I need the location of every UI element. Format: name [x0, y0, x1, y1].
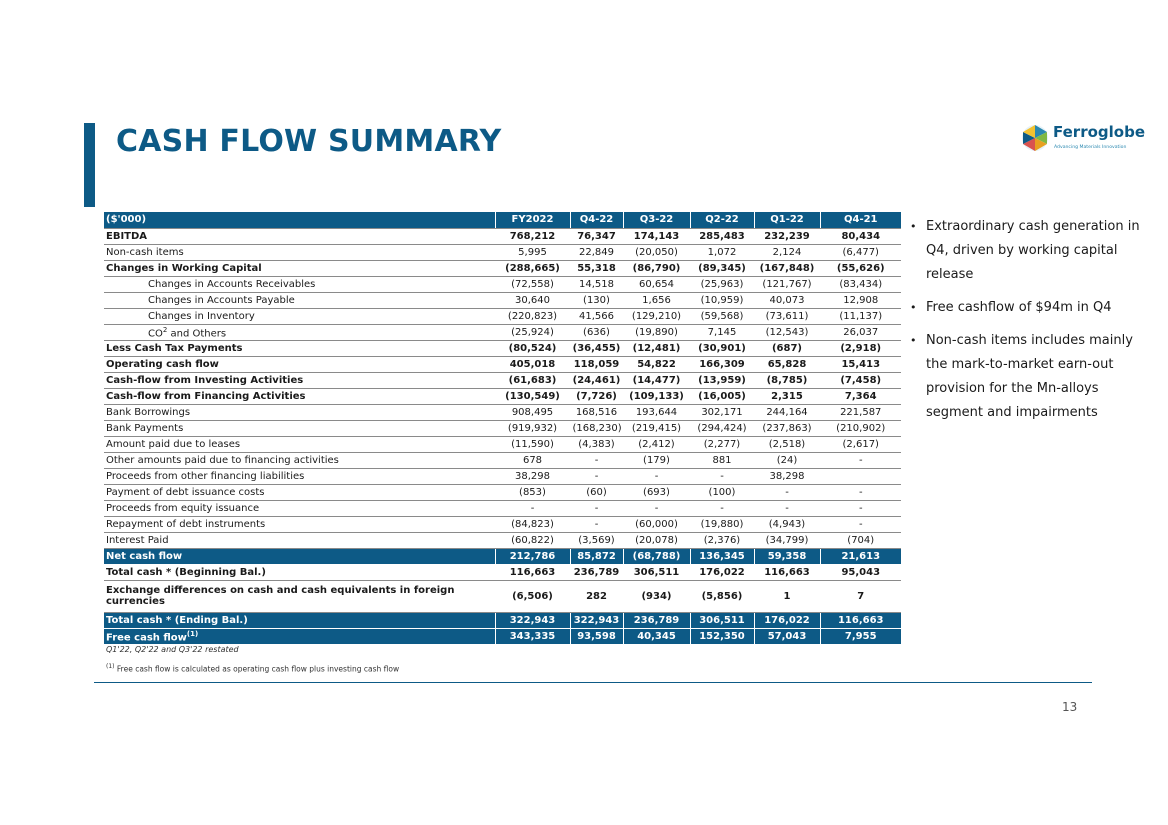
- table-cell: (20,078): [623, 532, 690, 548]
- row-label-text: Payment of debt issuance costs: [106, 486, 265, 498]
- row-label: [104, 548, 495, 564]
- table-cell: (10,959): [690, 292, 754, 308]
- table-cell: (14,477): [623, 372, 690, 388]
- table-cell: (59,568): [690, 308, 754, 324]
- table-cell: (853): [495, 484, 570, 500]
- table-cell: 405,018: [495, 356, 570, 372]
- row-label-superscript: (1): [186, 629, 199, 638]
- table-row: [104, 228, 901, 244]
- highlight-bullet: • Non-cash items includes mainly the mark-to-market earn-out provision for the Mn-alloys segment and impairments: [908, 329, 1148, 425]
- table-cell: 30,640: [495, 292, 570, 308]
- table-cell: 38,298: [495, 468, 570, 484]
- table-cell: 176,022: [690, 564, 754, 580]
- table-cell: 118,059: [570, 356, 623, 372]
- table-cell: -: [623, 500, 690, 516]
- table-cell: (100): [690, 484, 754, 500]
- table-cell: 1: [754, 580, 820, 612]
- table-cell: -: [820, 500, 901, 516]
- row-label-text: Bank Borrowings: [106, 406, 191, 418]
- table-row: [104, 324, 901, 340]
- table-cell: (8,785): [754, 372, 820, 388]
- table-cell: (86,790): [623, 260, 690, 276]
- row-label-text: Proceeds from equity issuance: [106, 502, 260, 514]
- row-label-text: Total cash * (Beginning Bal.): [106, 566, 266, 578]
- table-row: [104, 580, 901, 612]
- footnote-text: Free cash flow is calculated as operating cash flow plus investing cash flow: [116, 664, 400, 674]
- row-label-text: Amount paid due to leases: [106, 438, 241, 450]
- table-row: [104, 356, 901, 372]
- table-cell: -: [690, 500, 754, 516]
- row-label-text: Total cash * (Ending Bal.): [106, 614, 248, 626]
- table-cell: 136,345: [690, 548, 754, 564]
- table-cell: 55,318: [570, 260, 623, 276]
- row-label-text: Changes in Accounts Payable: [148, 294, 295, 306]
- row-label: [104, 228, 495, 244]
- ferroglobe-globe-icon: [1020, 123, 1050, 153]
- ferroglobe-logo: [1020, 120, 1146, 156]
- cash-flow-table: [104, 212, 901, 645]
- title-accent-bar: [84, 123, 95, 207]
- table-cell: 21,613: [820, 548, 901, 564]
- table-row: [104, 500, 901, 516]
- table-cell: 678: [495, 452, 570, 468]
- column-header-units: ($'000): [104, 212, 495, 228]
- table-row: [104, 388, 901, 404]
- table-cell: (129,210): [623, 308, 690, 324]
- table-cell: 14,518: [570, 276, 623, 292]
- row-label: [104, 276, 495, 292]
- row-label-text: Repayment of debt instruments: [106, 518, 266, 530]
- table-cell: 881: [690, 452, 754, 468]
- row-label-text: Other amounts paid due to financing activities: [106, 454, 339, 466]
- restated-note: Q1'22, Q2'22 and Q3'22 restated: [106, 645, 239, 654]
- table-cell: (12,481): [623, 340, 690, 356]
- table-cell: (24): [754, 452, 820, 468]
- table-cell: 152,350: [690, 628, 754, 644]
- row-label: [104, 628, 495, 644]
- table-cell: (934): [623, 580, 690, 612]
- table-cell: (20,050): [623, 244, 690, 260]
- key-highlights-list: [908, 215, 1148, 434]
- table-cell: 768,212: [495, 228, 570, 244]
- table-cell: (2,277): [690, 436, 754, 452]
- table-cell: (130,549): [495, 388, 570, 404]
- table-cell: -: [570, 500, 623, 516]
- table-cell: (130): [570, 292, 623, 308]
- row-label: [104, 388, 495, 404]
- table-cell: (168,230): [570, 420, 623, 436]
- table-cell: (12,543): [754, 324, 820, 340]
- table-cell: (121,767): [754, 276, 820, 292]
- table-cell: (220,823): [495, 308, 570, 324]
- table-cell: (210,902): [820, 420, 901, 436]
- table-cell: (5,856): [690, 580, 754, 612]
- table-cell: (34,799): [754, 532, 820, 548]
- column-header-fy2022: FY2022: [495, 212, 570, 228]
- table-cell: 5,995: [495, 244, 570, 260]
- row-label: [104, 612, 495, 628]
- table-cell: (36,455): [570, 340, 623, 356]
- row-label: [104, 324, 495, 340]
- column-header-q4-22: Q4-22: [570, 212, 623, 228]
- table-cell: 322,943: [570, 612, 623, 628]
- row-label: [104, 340, 495, 356]
- row-label-text: EBITDA: [106, 230, 148, 242]
- row-label: [104, 420, 495, 436]
- table-cell: 80,434: [820, 228, 901, 244]
- column-header-q2-22: Q2-22: [690, 212, 754, 228]
- table-cell: (84,823): [495, 516, 570, 532]
- logo-name: Ferroglobe: [1053, 123, 1146, 141]
- table-cell: 7,955: [820, 628, 901, 644]
- row-label-text: Operating cash flow: [106, 358, 219, 370]
- table-cell: (60): [570, 484, 623, 500]
- table-row: [104, 564, 901, 580]
- table-cell: 244,164: [754, 404, 820, 420]
- row-label: [104, 404, 495, 420]
- table-cell: (693): [623, 484, 690, 500]
- table-cell: 57,043: [754, 628, 820, 644]
- row-label: [104, 244, 495, 260]
- table-cell: 26,037: [820, 324, 901, 340]
- table-cell: 40,073: [754, 292, 820, 308]
- table-cell: 166,309: [690, 356, 754, 372]
- table-cell: 236,789: [623, 612, 690, 628]
- row-label-superscript: 2: [162, 325, 168, 334]
- table-cell: (167,848): [754, 260, 820, 276]
- row-label: [104, 516, 495, 532]
- table-cell: (4,943): [754, 516, 820, 532]
- table-cell: (24,461): [570, 372, 623, 388]
- page-number: 13: [1062, 700, 1078, 714]
- table-cell: (61,683): [495, 372, 570, 388]
- table-row: [104, 548, 901, 564]
- table-cell: 282: [570, 580, 623, 612]
- row-label-text: Less Cash Tax Payments: [106, 342, 243, 354]
- table-cell: 168,516: [570, 404, 623, 420]
- table-row: [104, 292, 901, 308]
- table-cell: 322,943: [495, 612, 570, 628]
- table-cell: 1,072: [690, 244, 754, 260]
- table-cell: (2,617): [820, 436, 901, 452]
- table-cell: 908,495: [495, 404, 570, 420]
- table-cell: 2,315: [754, 388, 820, 404]
- table-cell: (11,590): [495, 436, 570, 452]
- table-row: [104, 628, 901, 644]
- table-cell: (704): [820, 532, 901, 548]
- table-notes: [106, 645, 399, 674]
- table-row: [104, 468, 901, 484]
- table-cell: (72,558): [495, 276, 570, 292]
- table-cell: (13,959): [690, 372, 754, 388]
- row-label-text: Proceeds from other financing liabilities: [106, 470, 305, 482]
- table-row: [104, 308, 901, 324]
- table-cell: 176,022: [754, 612, 820, 628]
- table-cell: (237,863): [754, 420, 820, 436]
- table-cell: 54,822: [623, 356, 690, 372]
- table-row: [104, 244, 901, 260]
- logo-tagline: Advancing Materials Innovation: [1054, 145, 1127, 150]
- table-cell: (16,005): [690, 388, 754, 404]
- row-label: [104, 500, 495, 516]
- row-label-text: Cash-flow from Financing Activities: [106, 390, 306, 402]
- table-cell: (7,458): [820, 372, 901, 388]
- row-label-suffix: and Others: [167, 328, 227, 340]
- table-cell: 12,908: [820, 292, 901, 308]
- row-label-text: Free cash flow: [106, 632, 187, 644]
- table-cell: 76,347: [570, 228, 623, 244]
- row-label-text: Net cash flow: [106, 550, 183, 562]
- table-cell: (68,788): [623, 548, 690, 564]
- table-cell: (687): [754, 340, 820, 356]
- table-cell: (89,345): [690, 260, 754, 276]
- column-header-q4-21: Q4-21: [820, 212, 901, 228]
- table-row: [104, 372, 901, 388]
- table-cell: -: [570, 452, 623, 468]
- table-cell: 212,786: [495, 548, 570, 564]
- table-cell: (19,890): [623, 324, 690, 340]
- footnote-marker: (1): [106, 663, 115, 670]
- table-cell: 15,413: [820, 356, 901, 372]
- row-label: [104, 292, 495, 308]
- table-cell: (919,932): [495, 420, 570, 436]
- table-row: [104, 420, 901, 436]
- table-cell: 40,345: [623, 628, 690, 644]
- row-label: [104, 468, 495, 484]
- table-cell: (80,524): [495, 340, 570, 356]
- row-label-text: Changes in Inventory: [148, 310, 255, 322]
- table-cell: (11,137): [820, 308, 901, 324]
- table-cell: (109,133): [623, 388, 690, 404]
- table-header-row: [104, 212, 901, 228]
- table-row: [104, 276, 901, 292]
- table-cell: (2,518): [754, 436, 820, 452]
- table-cell: (2,376): [690, 532, 754, 548]
- table-cell: 95,043: [820, 564, 901, 580]
- row-label-text: Interest Paid: [106, 534, 169, 546]
- table-cell: -: [623, 468, 690, 484]
- table-cell: -: [820, 516, 901, 532]
- table-cell: -: [754, 500, 820, 516]
- row-label-text: Non-cash items: [106, 246, 184, 258]
- row-label: [104, 532, 495, 548]
- table-row: [104, 452, 901, 468]
- highlight-bullet: • Extraordinary cash generation in Q4, driven by working capital release: [908, 215, 1148, 287]
- table-cell: (4,383): [570, 436, 623, 452]
- row-label: [104, 356, 495, 372]
- table-cell: (7,726): [570, 388, 623, 404]
- table-cell: (19,880): [690, 516, 754, 532]
- table-cell: (25,924): [495, 324, 570, 340]
- table-cell: (2,918): [820, 340, 901, 356]
- table-cell: -: [820, 452, 901, 468]
- table-cell: (288,665): [495, 260, 570, 276]
- table-cell: 285,483: [690, 228, 754, 244]
- table-cell: 236,789: [570, 564, 623, 580]
- row-label-text: Changes in Accounts Receivables: [148, 278, 316, 290]
- table-cell: -: [495, 500, 570, 516]
- table-row: [104, 484, 901, 500]
- table-cell: (294,424): [690, 420, 754, 436]
- table-cell: 193,644: [623, 404, 690, 420]
- table-cell: (30,901): [690, 340, 754, 356]
- table-cell: (60,822): [495, 532, 570, 548]
- table-cell: 60,654: [623, 276, 690, 292]
- table-row: [104, 612, 901, 628]
- table-cell: 38,298: [754, 468, 820, 484]
- table-cell: (3,569): [570, 532, 623, 548]
- table-cell: (83,434): [820, 276, 901, 292]
- row-label-text: Bank Payments: [106, 422, 184, 434]
- table-cell: 93,598: [570, 628, 623, 644]
- column-header-q1-22: Q1-22: [754, 212, 820, 228]
- table-cell: (55,626): [820, 260, 901, 276]
- table-row: [104, 404, 901, 420]
- table-cell: 22,849: [570, 244, 623, 260]
- table-cell: (219,415): [623, 420, 690, 436]
- table-cell: (73,611): [754, 308, 820, 324]
- table-cell: (60,000): [623, 516, 690, 532]
- column-header-q3-22: Q3-22: [623, 212, 690, 228]
- row-label: [104, 580, 495, 612]
- free-cash-flow-footnote: [106, 663, 399, 674]
- table-row: [104, 532, 901, 548]
- highlight-bullet: • Free cashflow of $94m in Q4: [908, 296, 1148, 320]
- table-row: [104, 436, 901, 452]
- table-cell: 221,587: [820, 404, 901, 420]
- table-cell: 1,656: [623, 292, 690, 308]
- row-label: [104, 564, 495, 580]
- table-cell: -: [570, 516, 623, 532]
- table-cell: (6,506): [495, 580, 570, 612]
- table-cell: -: [690, 468, 754, 484]
- table-cell: -: [754, 484, 820, 500]
- row-label: [104, 308, 495, 324]
- table-row: [104, 340, 901, 356]
- table-cell: [820, 468, 901, 484]
- table-cell: 65,828: [754, 356, 820, 372]
- table-cell: 7: [820, 580, 901, 612]
- row-label-text: Cash-flow from Investing Activities: [106, 374, 304, 386]
- table-cell: -: [570, 468, 623, 484]
- row-label: [104, 436, 495, 452]
- page-title: CASH FLOW SUMMARY: [116, 124, 502, 159]
- table-cell: 85,872: [570, 548, 623, 564]
- table-cell: 41,566: [570, 308, 623, 324]
- table-cell: (179): [623, 452, 690, 468]
- table-cell: 302,171: [690, 404, 754, 420]
- table-cell: 343,335: [495, 628, 570, 644]
- table-cell: (2,412): [623, 436, 690, 452]
- table-cell: 7,364: [820, 388, 901, 404]
- table-cell: (6,477): [820, 244, 901, 260]
- table-cell: 232,239: [754, 228, 820, 244]
- row-label: [104, 372, 495, 388]
- table-row: [104, 260, 901, 276]
- table-cell: (636): [570, 324, 623, 340]
- table-row: [104, 516, 901, 532]
- table-cell: 306,511: [690, 612, 754, 628]
- table-cell: 116,663: [820, 612, 901, 628]
- table-cell: -: [820, 484, 901, 500]
- row-label-text: CO: [148, 328, 163, 340]
- table-cell: 174,143: [623, 228, 690, 244]
- table-cell: 7,145: [690, 324, 754, 340]
- row-label: [104, 260, 495, 276]
- row-label-text: Changes in Working Capital: [106, 262, 262, 274]
- table-cell: 59,358: [754, 548, 820, 564]
- table-cell: 116,663: [754, 564, 820, 580]
- table-cell: 306,511: [623, 564, 690, 580]
- row-label-text: Exchange differences on cash and cash equivalents in foreign currencies: [106, 585, 455, 607]
- table-cell: 116,663: [495, 564, 570, 580]
- footer-divider: [94, 682, 1092, 683]
- row-label: [104, 484, 495, 500]
- table-cell: 2,124: [754, 244, 820, 260]
- table-cell: (25,963): [690, 276, 754, 292]
- row-label: [104, 452, 495, 468]
